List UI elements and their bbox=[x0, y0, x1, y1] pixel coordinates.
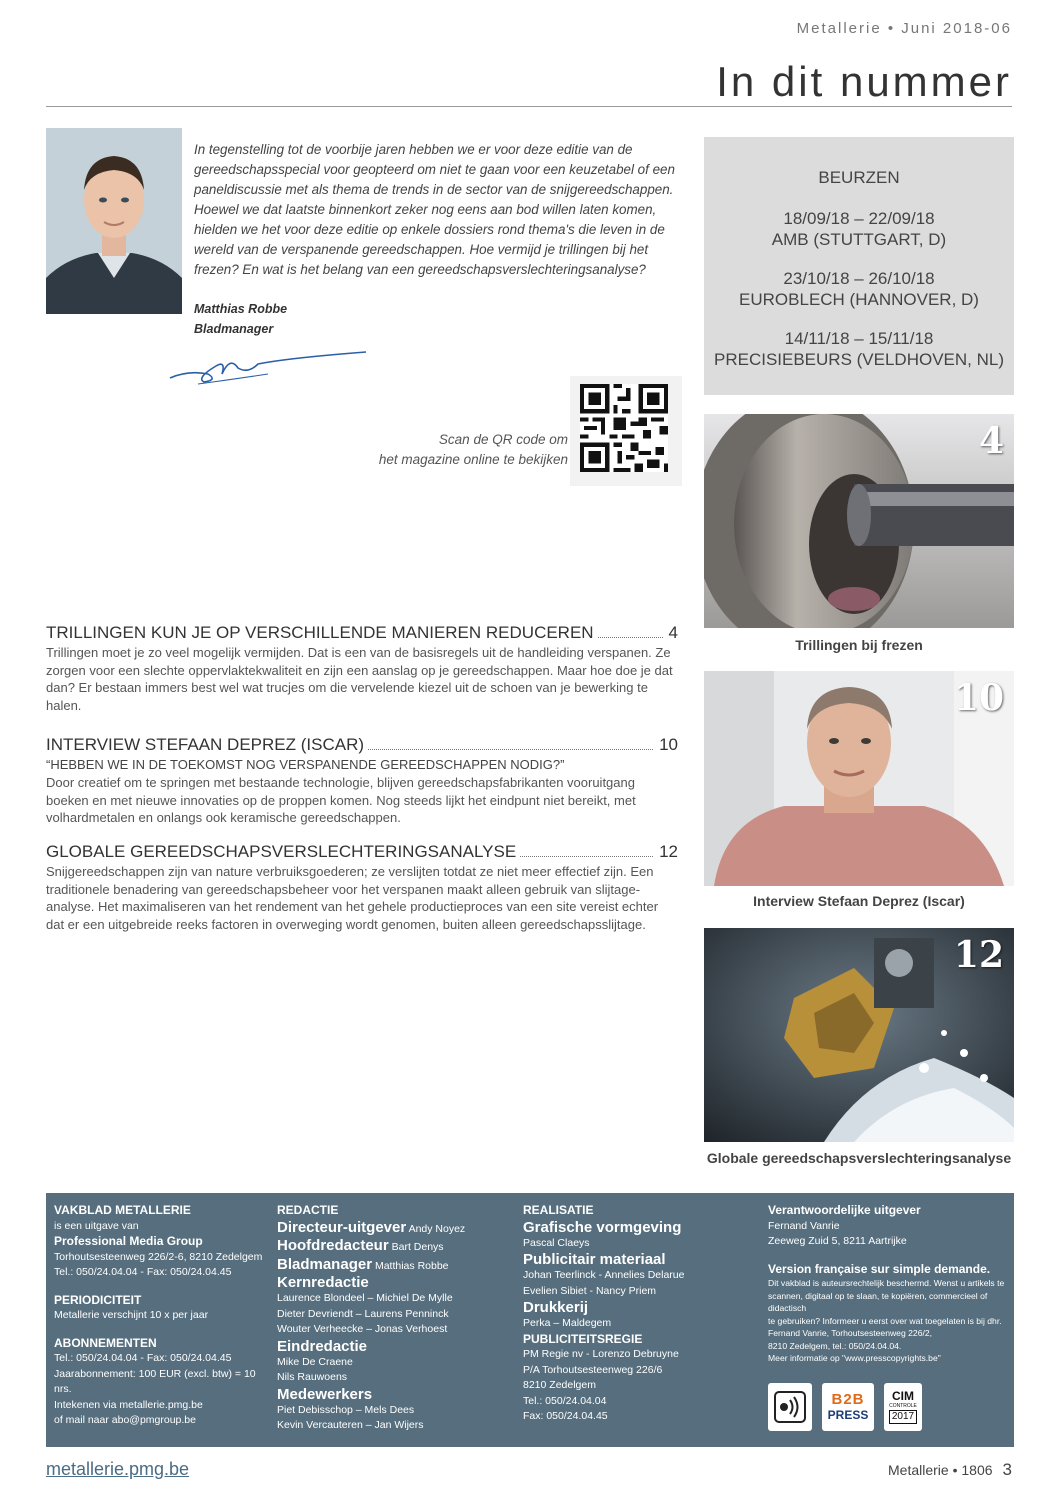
colophon-email[interactable]: of mail naar abo@pmgroup.be bbox=[54, 1414, 196, 1426]
colophon-text: P/A Torhoutsesteenweg 226/6 bbox=[523, 1363, 663, 1376]
colophon-text: 8210 Zedelgem bbox=[523, 1379, 596, 1391]
colophon-role: Kernredactie bbox=[277, 1274, 369, 1291]
cim-logo bbox=[884, 1383, 922, 1431]
colophon-link[interactable]: Intekenen via metallerie.pmg.be bbox=[54, 1398, 203, 1411]
colophon-text: Johan Teerlinck - Annelies Delarue bbox=[523, 1269, 685, 1281]
author-portrait bbox=[46, 128, 182, 314]
colophon-text: Dieter Devriendt – Laurens Penninck bbox=[277, 1307, 449, 1320]
toc-entry-title: TRILLINGEN KUN JE OP VERSCHILLENDE MANIEREN REDUCEREN bbox=[46, 623, 594, 642]
colophon-text: 8210 Zedelgem, tel.: 050/24.04.04. bbox=[768, 1340, 902, 1351]
fair-name: EUROBLECH (HANNOVER, D) bbox=[739, 290, 979, 309]
photo-tool-wear[interactable] bbox=[704, 928, 1014, 1142]
colophon-logos bbox=[768, 1383, 922, 1431]
toc-entry-title-row bbox=[46, 623, 678, 643]
presscopyrights-icon bbox=[773, 1390, 807, 1424]
toc-entry-title-row bbox=[46, 842, 678, 862]
colophon-text: Andy Noyez bbox=[408, 1222, 466, 1235]
qr-instruction-line2: het magazine online te bekijken bbox=[378, 452, 568, 467]
colophon-role: Hoofdredacteur bbox=[277, 1237, 389, 1254]
toc-entry-title: INTERVIEW STEFAAN DEPREZ (ISCAR) bbox=[46, 735, 365, 754]
toc-entry-summary: Trillingen moet je zo veel mogelijk vermijden. Dat is een van de basisregels uit de handleiding verspanen. Ze zorgen voor een slechte oppervlaktekwaliteit en zijn een aanslag op je gereedschappen. Maar hoe doe je dat dan? Er bestaan immers best wel wat trucjes om die vervelende kiezel uit de schoen van je bewerking te halen. bbox=[46, 645, 673, 713]
photo-page-number: 10 bbox=[953, 677, 1004, 719]
b2b-logo-mark: B2B bbox=[831, 1391, 865, 1408]
fair-item bbox=[704, 208, 1014, 250]
colophon-text: Tel.: 050/24.04.04 bbox=[523, 1394, 607, 1407]
colophon-publisher bbox=[54, 1203, 274, 1429]
toc-entry[interactable] bbox=[46, 623, 678, 714]
colophon-text: Mike De Craene bbox=[277, 1355, 353, 1368]
photo-caption: Interview Stefaan Deprez (Iscar) bbox=[753, 893, 965, 909]
colophon-heading: Version française sur simple demande. bbox=[768, 1261, 991, 1276]
colophon-text: is een uitgave van bbox=[54, 1219, 139, 1232]
website-link[interactable]: metallerie.pmg.be bbox=[46, 1459, 190, 1479]
colophon-publisher-legal bbox=[768, 1203, 1010, 1365]
colophon-link[interactable]: Meer informatie op "www.presscopyrights.be" bbox=[768, 1353, 941, 1363]
milling-image bbox=[704, 414, 1014, 628]
qr-instruction bbox=[379, 430, 568, 470]
colophon-editorial bbox=[277, 1203, 512, 1434]
fair-item bbox=[704, 328, 1014, 370]
toc-entry-page: 10 bbox=[659, 735, 678, 754]
colophon-text: Jaarabonnement: 100 EUR (excl. btw) = 10 nrs. bbox=[54, 1367, 256, 1395]
colophon-heading: VAKBLAD METALLERIE bbox=[54, 1203, 191, 1217]
fair-name: AMB (STUTTGART, D) bbox=[771, 230, 947, 249]
b2b-logo-text: PRESS bbox=[827, 1408, 869, 1422]
colophon-role: Directeur-uitgever bbox=[277, 1218, 407, 1236]
signature bbox=[168, 344, 368, 388]
trade-fairs-box bbox=[704, 137, 1014, 395]
colophon-text: scannen, digitaal op te slaan, te kopiëren, commercieel of didactisch bbox=[768, 1290, 988, 1313]
header-divider bbox=[46, 106, 1012, 107]
b2b-press-logo bbox=[822, 1383, 874, 1431]
colophon-text: Matthias Robbe bbox=[374, 1259, 449, 1272]
page-footer bbox=[888, 1460, 1012, 1480]
toc-leader-dots bbox=[368, 748, 653, 750]
colophon-copyright bbox=[768, 1277, 1010, 1365]
colophon-text: Tel.: 050/24.04.04 - Fax: 050/24.04.45 bbox=[54, 1352, 232, 1364]
toc-entry-subtitle: “HEBBEN WE IN DE TOEKOMST NOG VERSPANENDE GEREEDSCHAPPEN NODIG?” bbox=[46, 757, 565, 772]
qr-code[interactable] bbox=[570, 376, 682, 486]
colophon-text: Wouter Verheecke – Jonas Verhoest bbox=[277, 1323, 448, 1335]
colophon-text: Kevin Vercauteren – Jan Wijers bbox=[277, 1419, 424, 1431]
colophon-heading: REALISATIE bbox=[523, 1203, 594, 1217]
fair-name: PRECISIEBEURS (VELDHOVEN, NL) bbox=[713, 350, 1004, 369]
colophon-production bbox=[523, 1203, 758, 1425]
photo-milling[interactable] bbox=[704, 414, 1014, 628]
qr-code-icon bbox=[580, 384, 668, 472]
qr-instruction-line1: Scan de QR code om bbox=[438, 432, 568, 447]
colophon-role: Medewerkers bbox=[277, 1385, 373, 1403]
colophon bbox=[46, 1193, 1014, 1447]
photo-page-number: 12 bbox=[953, 934, 1004, 976]
colophon-heading: PUBLICITEITSREGIE bbox=[523, 1331, 643, 1346]
author-name: Matthias Robbe bbox=[194, 302, 288, 316]
toc-entry-summary: Snijgereedschappen zijn van nature verbruiksgoederen; ze verslijten totdat ze niet meer effectief zijn. Een traditionele benadering van gereedschapsbeheer voor het verspanen maakt alleen gebruik van slijtage-analyse. Het maximaliseren van het rendement van het gehele productieproces van een site vereist echter dat er een uitgebreide reeks factoren in overweging wordt genomen, buiten alleen gereedschapsslijtage. bbox=[46, 864, 659, 932]
photo-page-number: 4 bbox=[978, 420, 1004, 462]
fair-item bbox=[704, 268, 1014, 310]
colophon-role: Publicitair materiaal bbox=[523, 1251, 666, 1268]
toc-entry[interactable] bbox=[46, 735, 678, 827]
cim-logo-text: CONTROLE bbox=[889, 1403, 917, 1409]
colophon-heading: Verantwoordelijke uitgever bbox=[768, 1203, 921, 1217]
colophon-text: Dit vakblad is auteursrechtelijk beschermd. Wenst u artikels te bbox=[768, 1278, 1005, 1288]
colophon-role: Grafische vormgeving bbox=[523, 1218, 682, 1236]
fair-dates: 14/11/18 – 15/11/18 bbox=[784, 329, 934, 348]
photo-caption: Globale gereedschapsverslechteringsanalyse bbox=[706, 1150, 1012, 1166]
colophon-text: Fernand Vanrie bbox=[768, 1219, 840, 1232]
colophon-role: Eindredactie bbox=[277, 1337, 368, 1355]
cim-logo-mark: CIM bbox=[892, 1389, 914, 1403]
page-number: 3 bbox=[1002, 1460, 1012, 1479]
colophon-text: Fax: 050/24.04.45 bbox=[523, 1410, 608, 1422]
toc-entry-page: 4 bbox=[668, 623, 678, 642]
author-role: Bladmanager bbox=[194, 322, 274, 336]
colophon-text: Torhoutsesteenweg 226/2-6, 8210 Zedelgem bbox=[54, 1250, 263, 1263]
colophon-text: Metallerie verschijnt 10 x per jaar bbox=[54, 1309, 209, 1321]
colophon-text: Tel.: 050/24.04.04 - Fax: 050/24.04.45 bbox=[54, 1266, 232, 1278]
fair-dates: 18/09/18 – 22/09/18 bbox=[783, 209, 935, 228]
portrait-illustration bbox=[46, 128, 182, 314]
toc-entry[interactable] bbox=[46, 842, 678, 933]
toc-entry-title-row bbox=[46, 735, 678, 755]
colophon-text: Fernand Vanrie, Torhoutsesteenweg 226/2, bbox=[768, 1328, 933, 1338]
colophon-role: Drukkerij bbox=[523, 1299, 589, 1316]
colophon-text: Nils Rauwoens bbox=[277, 1371, 348, 1383]
page-title: In dit nummer bbox=[716, 58, 1012, 105]
toc-leader-dots bbox=[520, 855, 653, 857]
toc-entry-summary: Door creatief om te springen met bestaande technologie, blijven gereedschapsfabrikanten vooruitgang boeken en met nieuwe innovaties op de proppen komen. Nog steeds lijkt het eindpunt niet bereikt, met volhardmetalen en onlangs ook keramische gereedschappen. bbox=[46, 775, 636, 825]
colophon-text: PM Regie nv - Lorenzo Debruyne bbox=[523, 1348, 679, 1360]
colophon-text: Perka – Maldegem bbox=[523, 1317, 612, 1329]
colophon-text: Professional Media Group bbox=[54, 1234, 203, 1248]
colophon-text: te gebruiken? Informeer u eerst over wat toegelaten is bij dhr. bbox=[768, 1315, 1002, 1326]
toc-entry-title: GLOBALE GEREEDSCHAPSVERSLECHTERINGSANALYSE bbox=[46, 842, 517, 861]
toc-entry-page: 12 bbox=[659, 842, 678, 861]
toc-leader-dots bbox=[598, 636, 663, 638]
colophon-text: Bart Denys bbox=[391, 1241, 444, 1253]
trade-fairs-title: BEURZEN bbox=[818, 168, 900, 187]
cim-logo-year: 2017 bbox=[889, 1410, 917, 1424]
colophon-heading: REDACTIE bbox=[277, 1203, 339, 1217]
colophon-role: Bladmanager bbox=[277, 1255, 373, 1273]
colophon-heading: PERIODICITEIT bbox=[54, 1292, 142, 1307]
presscopyrights-logo bbox=[768, 1383, 812, 1431]
fair-dates: 23/10/18 – 26/10/18 bbox=[783, 269, 935, 288]
colophon-heading: ABONNEMENTEN bbox=[54, 1335, 157, 1350]
editorial-text: In tegenstelling tot de voorbije jaren hebben we er voor deze editie van de gereedschapsspecial voor geopteerd om niet te gaan voor een keuzetabel of een paneldiscussie met als thema de trends in de sector van de snijgereedschappen. Hoewel we dat laatste binnenkort zeker nog eens aan bod willen laten komen, hielden we het voor deze editie op enkele dossiers rond thema's die leven in de wereld van de verspanende gereedschappen. Hoe vermijd je trillingen bij het frezen? En wat is het belang van een gereedschapsverslechteringsanalyse? bbox=[194, 142, 675, 277]
colophon-text: Evelien Sibiet - Nancy Priem bbox=[523, 1284, 657, 1297]
colophon-text: Laurence Blondeel – Michiel De Mylle bbox=[277, 1292, 453, 1304]
colophon-text: Pascal Claeys bbox=[523, 1236, 590, 1249]
issue-label: Metallerie • 1806 bbox=[888, 1462, 993, 1478]
running-header: Metallerie • Juni 2018-06 bbox=[796, 20, 1012, 37]
colophon-text: Piet Debisschop – Mels Dees bbox=[277, 1403, 415, 1416]
colophon-text: Zeeweg Zuid 5, 8211 Aartrijke bbox=[768, 1235, 907, 1247]
photo-caption: Trillingen bij frezen bbox=[795, 637, 923, 653]
photo-interview[interactable] bbox=[704, 671, 1014, 886]
